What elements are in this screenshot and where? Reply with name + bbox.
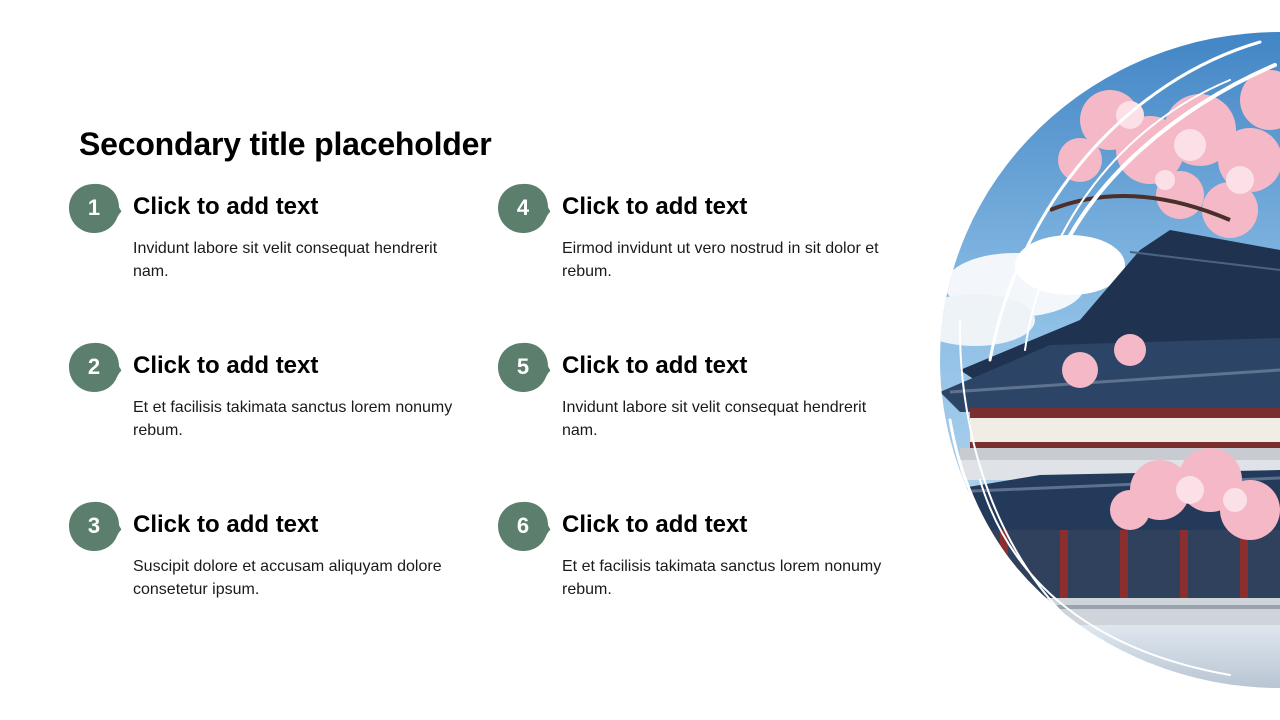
- list-item-4[interactable]: [498, 183, 879, 293]
- badge-number: 3: [87, 513, 101, 538]
- item-body[interactable]: Et et facilisis takimata sanctus lorem nonumy rebum.: [133, 399, 453, 439]
- item-body[interactable]: Eirmod invidunt ut vero nostrud in sit dolor et rebum.: [562, 240, 879, 280]
- slide-title[interactable]: Secondary title placeholder: [79, 126, 492, 162]
- number-badge: [498, 183, 550, 233]
- item-body[interactable]: Invidunt labore sit velit consequat hendrerit nam.: [562, 399, 867, 439]
- badge-number: 1: [87, 195, 101, 220]
- item-heading[interactable]: Click to add text: [562, 193, 748, 220]
- badge-number: 6: [516, 513, 530, 538]
- list-item-3[interactable]: [69, 501, 442, 611]
- list-item-2[interactable]: [69, 342, 453, 452]
- badge-number: 4: [516, 195, 530, 220]
- item-heading[interactable]: Click to add text: [562, 511, 748, 538]
- badge-number: 2: [87, 354, 101, 379]
- number-badge: [69, 342, 121, 392]
- number-badge: [498, 342, 550, 392]
- list-item-5[interactable]: [498, 342, 867, 452]
- badge-number: 5: [516, 354, 530, 379]
- list-item-6[interactable]: [498, 501, 882, 611]
- item-heading[interactable]: Click to add text: [133, 193, 319, 220]
- pagoda-cherry-blossom-picture[interactable]: [930, 20, 1280, 700]
- number-badge: [69, 183, 121, 233]
- item-heading[interactable]: Click to add text: [562, 352, 748, 379]
- number-badge: [498, 501, 550, 551]
- item-body[interactable]: Invidunt labore sit velit consequat hendrerit nam.: [133, 240, 438, 280]
- pagoda-cherry-blossom-icon: [930, 20, 1280, 700]
- list-item-1[interactable]: [69, 183, 438, 293]
- item-heading[interactable]: Click to add text: [133, 352, 319, 379]
- item-body[interactable]: Et et facilisis takimata sanctus lorem nonumy rebum.: [562, 558, 882, 598]
- item-heading[interactable]: Click to add text: [133, 511, 319, 538]
- item-body[interactable]: Suscipit dolore et accusam aliquyam dolore consetetur ipsum.: [133, 558, 442, 598]
- number-badge: [69, 501, 121, 551]
